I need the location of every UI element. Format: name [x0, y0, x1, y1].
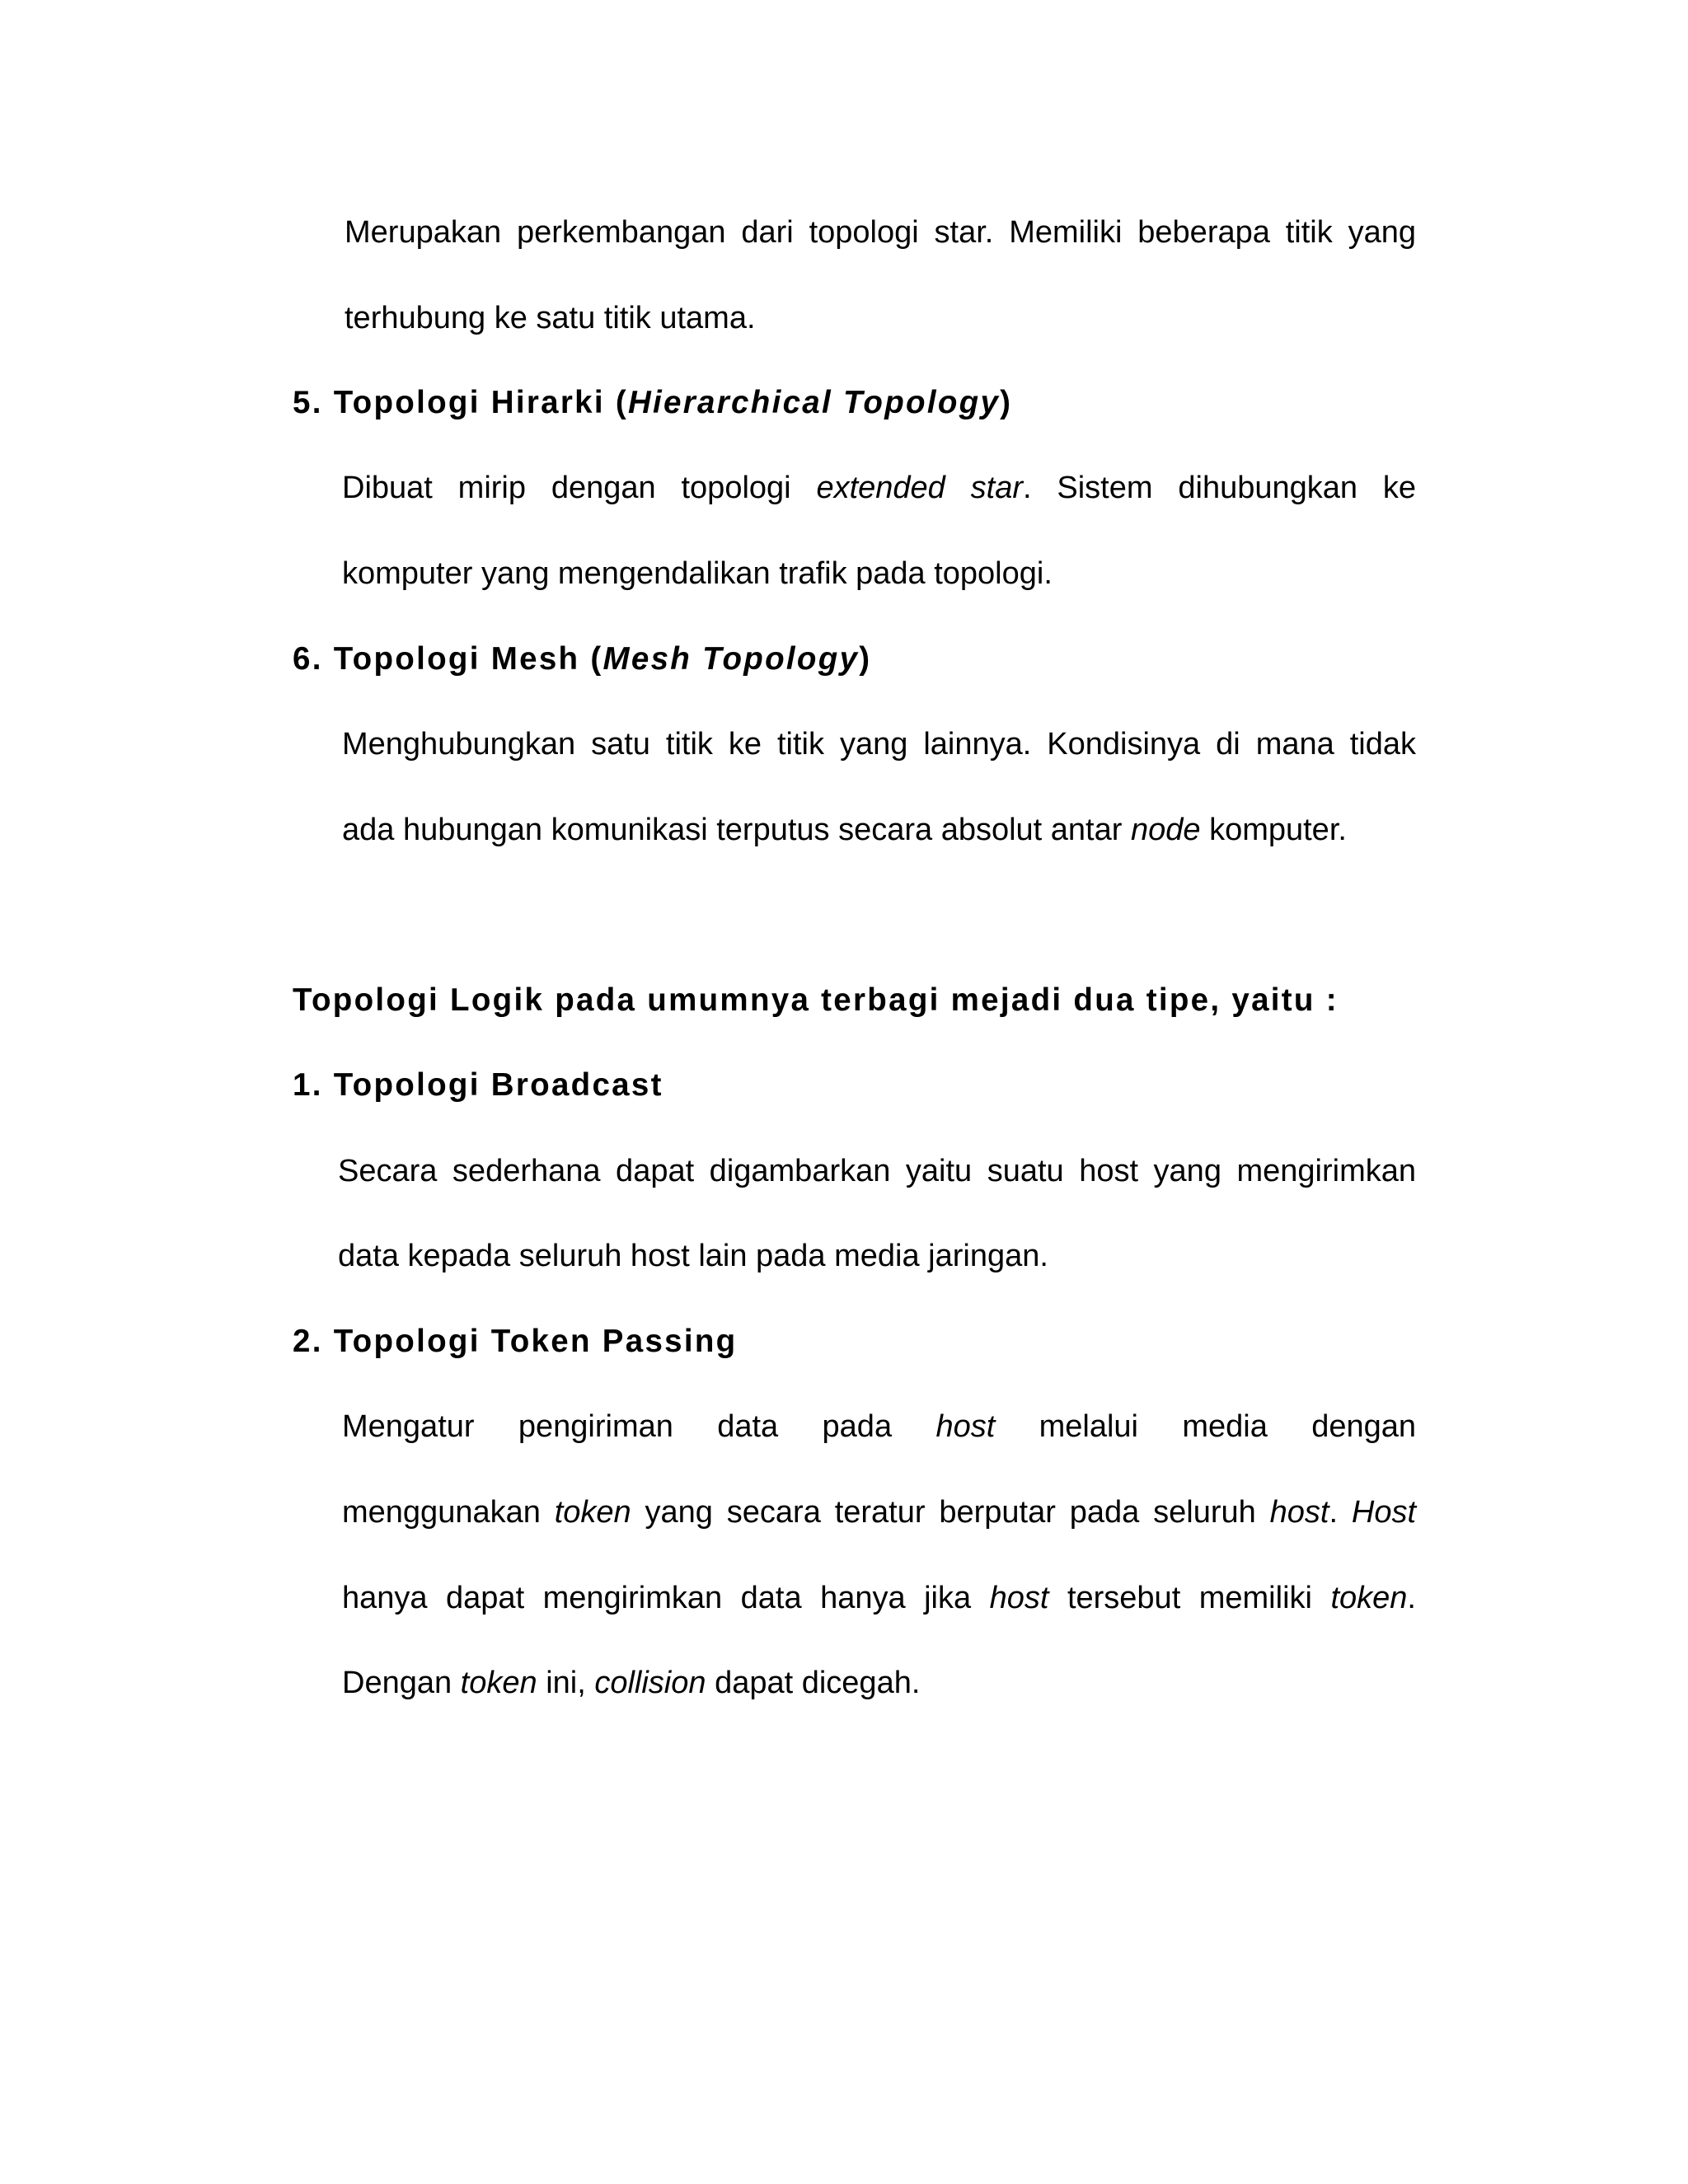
- intro-text-2: terhubung ke satu titik utama.: [345, 301, 756, 335]
- broadcast-line-2: [338, 1235, 1048, 1277]
- token-text-2-italic-3: Host: [1351, 1495, 1417, 1530]
- section-5-line-1: [342, 467, 1416, 509]
- section-6-heading: [293, 639, 871, 680]
- broadcast-text-1: Secara sederhana dapat digambarkan yaitu suatu host yang mengirimkan: [338, 1154, 1416, 1188]
- token-text-4a: Dengan: [342, 1666, 461, 1700]
- token-text-2c: .: [1329, 1495, 1352, 1530]
- token-passing-line-1: [342, 1406, 1416, 1447]
- intro-text-1: Merupakan perkembangan dari topologi star. Memiliki beberapa titik yang: [345, 215, 1416, 250]
- section-5-text-1b: . Sistem dihubungkan ke: [1023, 471, 1416, 505]
- intro-line-2: [345, 298, 756, 339]
- section-5-text-1a: Dibuat mirip dengan topologi: [342, 471, 817, 505]
- logic-intro-heading: [293, 980, 1339, 1021]
- token-passing-heading-text: 2. Topologi Token Passing: [293, 1324, 738, 1359]
- section-6-text-2a: ada hubungan komunikasi terputus secara absolut antar: [342, 813, 1131, 847]
- token-text-1a: Mengatur pengiriman data pada: [342, 1409, 936, 1444]
- section-6-line-1: [342, 724, 1416, 765]
- logic-intro-text: Topologi Logik pada umumnya terbagi mejadi dua tipe, yaitu :: [293, 982, 1339, 1018]
- section-5-text-1-italic: extended star: [816, 471, 1023, 505]
- section-5-heading-italic: Hierarchical Topology: [627, 385, 1001, 420]
- section-5-heading: [293, 382, 1012, 424]
- token-text-2a: menggunakan: [342, 1495, 555, 1530]
- intro-line-1: [345, 212, 1416, 253]
- section-5-text-2: komputer yang mengendalikan trafik pada topologi.: [342, 556, 1053, 591]
- token-passing-line-2: [342, 1492, 1416, 1533]
- token-text-2b: yang secara teratur berputar pada seluruh: [631, 1495, 1270, 1530]
- token-text-4b: ini,: [537, 1666, 595, 1700]
- broadcast-text-2: data kepada seluruh host lain pada media jaringan.: [338, 1239, 1048, 1273]
- token-text-1-italic: host: [935, 1409, 996, 1444]
- broadcast-line-1: [338, 1151, 1416, 1192]
- token-text-4-italic-1: token: [460, 1666, 537, 1700]
- section-5-line-2: [342, 553, 1053, 594]
- section-6-line-2: [342, 809, 1347, 851]
- token-text-3c: .: [1407, 1581, 1416, 1615]
- section-6-heading-italic: Mesh Topology: [603, 641, 860, 677]
- token-text-3-italic-1: host: [989, 1581, 1049, 1615]
- token-passing-heading: [293, 1321, 738, 1362]
- section-6-heading-suffix: ): [859, 641, 872, 677]
- token-text-3a: hanya dapat mengirimkan data hanya jika: [342, 1581, 990, 1615]
- section-6-heading-prefix: 6. Topologi Mesh (: [293, 641, 603, 677]
- section-6-text-2-italic: node: [1130, 813, 1201, 847]
- section-6-text-2b: komputer.: [1200, 813, 1347, 847]
- token-passing-line-3: [342, 1577, 1416, 1619]
- token-text-4c: dapat dicegah.: [706, 1666, 921, 1700]
- token-text-4-italic-2: collision: [594, 1666, 706, 1700]
- broadcast-heading-text: 1. Topologi Broadcast: [293, 1067, 663, 1103]
- token-text-3b: tersebut memiliki: [1048, 1581, 1331, 1615]
- broadcast-heading: [293, 1065, 663, 1106]
- section-5-heading-suffix: ): [1000, 385, 1013, 420]
- section-6-text-1: Menghubungkan satu titik ke titik yang lainnya. Kondisinya di mana tidak: [342, 727, 1416, 762]
- section-5-heading-prefix: 5. Topologi Hirarki (: [293, 385, 628, 420]
- token-text-3-italic-2: token: [1330, 1581, 1408, 1615]
- token-text-1b: melalui media dengan: [995, 1409, 1416, 1444]
- token-text-2-italic-1: token: [554, 1495, 631, 1530]
- token-passing-line-4: [342, 1662, 920, 1704]
- token-text-2-italic-2: host: [1269, 1495, 1329, 1530]
